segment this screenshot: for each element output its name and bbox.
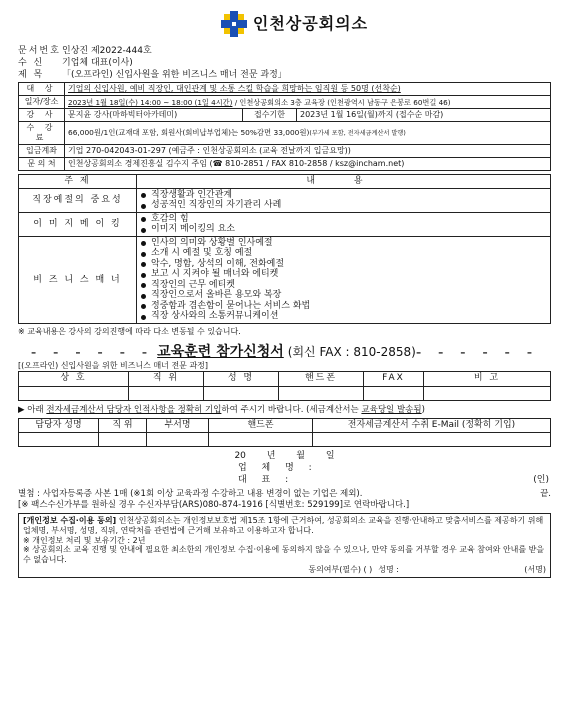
bullet-icon bbox=[141, 262, 146, 267]
list-item: 성공적인 직장인의 자기관리 사례 bbox=[141, 201, 546, 212]
curriculum-row: 직장예절의 중요성 직장생활과 인간관계 성공적인 직장인의 자기관리 사례 bbox=[19, 189, 551, 213]
tax-contact-table bbox=[18, 418, 551, 447]
attachment-note: 별첨 : 사업자등록증 사본 1매 (※1회 이상 교육과정 수강하고 내용 변경이 없는 기업은 제외). 끝. [※ 팩스수신가부를 원하실 경우 수신자부담(ARS)080-874-1916 [식별번호: 529199]로 연락바랍니다.] bbox=[18, 489, 551, 511]
position-field[interactable] bbox=[129, 386, 204, 400]
info-target: 기업의 신입사원, 예비 직장인, 대인관계 및 소통 스킬 학습을 희망하는 임직원 등 50명 (선착순) bbox=[65, 83, 551, 96]
application-title: - - - - - - 교육훈련 참가신청서 (회신 FAX : 810-2858) - - - - - - bbox=[30, 342, 539, 361]
info-account: 기업 270-042043-01-297 (예금주 : 인천상공회의소 (교육 전날까지 입금요망)) bbox=[65, 145, 551, 158]
consent-line bbox=[23, 565, 546, 575]
curriculum-row: 비 즈 니 스 매 너 인사의 의미와 상황별 인사예절 소개 시 예절 및 호칭 예절 악수, 명함, 상석의 이해, 전화예절 보고 시 지켜야 될 매너와 에티켓 직장인의 근무 에티켓 직장인으로서 올바른 용모와 복장 정중함과 겸손함이 묻어나는 서비스 화법 직장 상사와의 소통커뮤니케이션 bbox=[19, 237, 551, 324]
curriculum-row: 이 미 지 메 이 킹 호감의 힘 이미지 메이킹의 요소 bbox=[19, 213, 551, 237]
bullet-icon bbox=[141, 241, 146, 246]
tax-header: 담당자 성명 직 위 부서명 핸드폰 전자세금계산서 수취 E-Mail (정확히 기입) bbox=[19, 419, 551, 433]
document-meta bbox=[18, 46, 551, 82]
bullet-icon bbox=[141, 228, 146, 233]
content-change-note: ※ 교육내용은 강사의 강의진행에 따라 다소 변동될 수 있습니다. bbox=[18, 327, 241, 337]
org-header bbox=[38, 6, 551, 42]
list-item: 보고 시 지켜야 될 매너와 에티켓 bbox=[141, 270, 546, 281]
info-row-fee: 수 강 료 66,000원/1인(교재대 포함, 회원사(회비납부업체)는 50%감면 33,000원)(부가세 포함, 전자세금계산서 발행) bbox=[19, 122, 551, 145]
bullet-icon bbox=[141, 217, 146, 222]
sign-date: 20 년 월 일 bbox=[234, 451, 335, 462]
remark-field[interactable] bbox=[424, 386, 551, 400]
meta-recipient: 수 신 기업체 대표(이사) bbox=[18, 58, 133, 69]
info-row-target: 대 상 기업의 신입사원, 예비 직장인, 대인관계 및 소통 스킬 학습을 희망하는 임직원 등 50명 (선착순) bbox=[19, 83, 551, 96]
list-item: 인사의 의미와 상황별 인사예절 bbox=[141, 238, 546, 249]
bullet-icon bbox=[141, 304, 146, 309]
signature-block bbox=[18, 451, 551, 487]
org-logo-icon bbox=[221, 11, 247, 37]
tax-email-field[interactable] bbox=[313, 433, 551, 447]
privacy-consent-box: [개인정보 수집·이용 동의] 인천상공회의소는 개인정보보호법 제15조 1항에 근거하여, 성공회의소 교육을 진행·안내하고 맞춤서비스를 제공하기 위해 업체명, 부서명, 성명, 직위, 연락처를 관련법에 근거해 보유하고 이용하고자 합니다. ※ 개인정보 처리 및 보유기간 : 2년 ※ 상공회의소 교육 진행 및 안내에 필요한 최소한의 개인정보 수집·이용에 동의하지 않을 수 있으나, 만약 동의를 거부할 경우 교육 참여와 안내를 받을 수 없습니다. 동의여부(필수) ( ) 성명 : (서명) bbox=[18, 513, 551, 578]
meta-subject: 제 목 「(오프라인) 신입사원을 위한 비즈니스 매너 전문 과정」 bbox=[18, 70, 287, 81]
application-subtitle: [(오프라인) 신입사원을 위한 비즈니스 매너 전문 과정] bbox=[18, 361, 209, 371]
fax-number: (회신 FAX : 810-2858) bbox=[287, 344, 416, 359]
list-item: 직장인의 근무 에티켓 bbox=[141, 280, 546, 291]
company-name-label: 업 체 명 : bbox=[238, 463, 318, 474]
bullet-icon bbox=[141, 294, 146, 299]
tax-position-field[interactable] bbox=[99, 433, 147, 447]
tax-entry-row[interactable] bbox=[19, 433, 551, 447]
fax-field[interactable] bbox=[364, 386, 424, 400]
company-field[interactable] bbox=[19, 386, 129, 400]
tax-department-field[interactable] bbox=[147, 433, 209, 447]
bullet-icon bbox=[141, 283, 146, 288]
info-fee-note: (부가세 포함, 전자세금계산서 발행) bbox=[309, 130, 406, 138]
representative-label: 대 표 : bbox=[238, 475, 295, 486]
meta-doc-number: 문서번호 인상진 제2022-444호 bbox=[18, 46, 152, 57]
bullet-icon bbox=[141, 204, 146, 209]
phone-field[interactable] bbox=[279, 386, 364, 400]
name-field[interactable] bbox=[204, 386, 279, 400]
application-entry-row[interactable] bbox=[19, 386, 551, 400]
bullet-icon bbox=[141, 315, 146, 320]
info-place: / 인천상공회의소 3층 교육장 (인천광역시 남동구 은봉로 60번길 46) bbox=[232, 97, 451, 107]
seal-mark: (인) bbox=[533, 475, 549, 486]
bullet-icon bbox=[141, 252, 146, 257]
list-item: 직장 상사와의 소통커뮤니케이션 bbox=[141, 312, 546, 323]
info-deadline: 2023년 1월 16일(월)까지 (접수순 마감) bbox=[297, 109, 551, 122]
info-date: 2023년 1월 18일(수) 14:00 ~ 18:00 (1일 4시간) bbox=[68, 97, 233, 107]
privacy-title: [개인정보 수집·이용 동의] bbox=[23, 516, 117, 525]
list-item: 직장인으로서 올바른 용모와 복장 bbox=[141, 291, 546, 302]
consent-signature: (서명) bbox=[524, 564, 546, 574]
list-item: 정중함과 겸손함이 묻어나는 서비스 화법 bbox=[141, 301, 546, 312]
bullet-icon bbox=[141, 193, 146, 198]
consent-checkbox[interactable]: 동의여부(필수) ( ) bbox=[308, 564, 373, 574]
consent-name-field[interactable]: 성명 : bbox=[378, 564, 399, 574]
info-lecturer: 문지윤 강사(마하빅터아카데미) bbox=[65, 109, 243, 122]
list-item: 직장생활과 인간관계 bbox=[141, 190, 546, 201]
org-name: 인천상공회의소 bbox=[252, 14, 369, 33]
curriculum-header: 주 제 내 용 bbox=[19, 175, 551, 189]
tax-manager-field[interactable] bbox=[19, 433, 99, 447]
list-item: 이미지 메이킹의 요소 bbox=[141, 225, 546, 236]
application-header: 상 호 직 위 성 명 핸드폰 FAX 비 고 bbox=[19, 372, 551, 386]
info-row-lecturer: 강 사 문지윤 강사(마하빅터아카데미) 접수기한 2023년 1월 16일(월)까지 (접수순 마감) bbox=[19, 109, 551, 122]
tax-note: ▶ 아래 전자세금계산서 담당자 인적사항을 정확히 기입하여 주시기 바랍니다. (세금계산서는 교육당일 발송됨) bbox=[18, 404, 425, 415]
list-item: 악수, 명함, 상석의 이해, 전화예절 bbox=[141, 259, 546, 270]
curriculum-table bbox=[18, 174, 551, 324]
info-row-contact: 문 의 처 인천상공회의소 경제진흥실 김수지 주임 (☎ 810-2851 / FAX 810-2858 / ksz@incham.net) bbox=[19, 158, 551, 171]
info-row-date: 일자/장소 2023년 1월 18일(수) 14:00 ~ 18:00 (1일 4시간) / 인천상공회의소 3층 교육장 (인천광역시 남동구 은봉로 60번길 46) bbox=[19, 96, 551, 109]
tax-phone-field[interactable] bbox=[209, 433, 313, 447]
course-info-table bbox=[18, 82, 551, 171]
list-item: 호감의 힘 bbox=[141, 214, 546, 225]
list-item: 소개 시 예절 및 호칭 예절 bbox=[141, 249, 546, 260]
info-contact: 인천상공회의소 경제진흥실 김수지 주임 (☎ 810-2851 / FAX 810-2858 / ksz@incham.net) bbox=[65, 158, 551, 171]
info-fee: 66,000원/1인(교재대 포함, 회원사(회비납부업체)는 50%감면 33,000원) bbox=[68, 128, 310, 138]
info-row-account: 입금계좌 기업 270-042043-01-297 (예금주 : 인천상공회의소 (교육 전날까지 입금요망)) bbox=[19, 145, 551, 158]
bullet-icon bbox=[141, 273, 146, 278]
application-table bbox=[18, 371, 551, 400]
